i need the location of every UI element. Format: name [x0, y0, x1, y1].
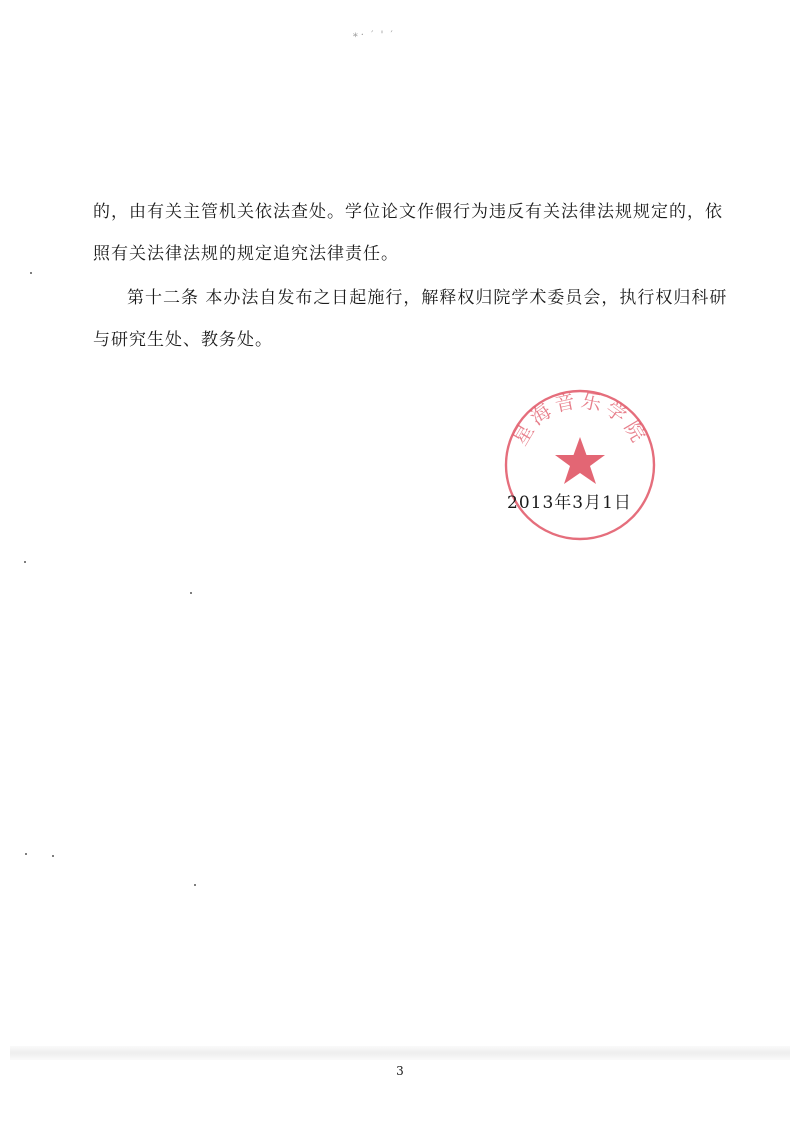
- scan-speck: [190, 592, 192, 594]
- issue-date: 2013年3月1日: [507, 493, 632, 513]
- seal-text: 星海音乐学院: [507, 388, 653, 450]
- scan-speck: [30, 272, 32, 274]
- page-number: 3: [396, 1064, 404, 1078]
- scan-artifact-mark: ∗· ′ ' ′: [352, 30, 395, 41]
- paragraph-line: 照有关法律法规的规定追究法律责任。: [93, 244, 399, 264]
- scan-footer-band: [10, 1046, 790, 1060]
- paragraph-line: 的，由有关主管机关依法查处。学位论文作假行为违反有关法律法规规定的，依: [93, 202, 723, 222]
- official-seal-stamp: [500, 385, 660, 545]
- scan-speck: [24, 561, 26, 563]
- seal-star-icon: [555, 437, 605, 484]
- paragraph-line: 与研究生处、教务处。: [93, 330, 273, 350]
- paragraph-article-12: [93, 277, 728, 361]
- scan-speck: [25, 853, 27, 855]
- scan-speck: [52, 855, 54, 857]
- paragraph-article-11-end: [93, 191, 723, 275]
- scan-speck: [194, 884, 196, 886]
- paragraph-line: 第十二条 本办法自发布之日起施行，解释权归院学术委员会，执行权归科研: [127, 288, 728, 308]
